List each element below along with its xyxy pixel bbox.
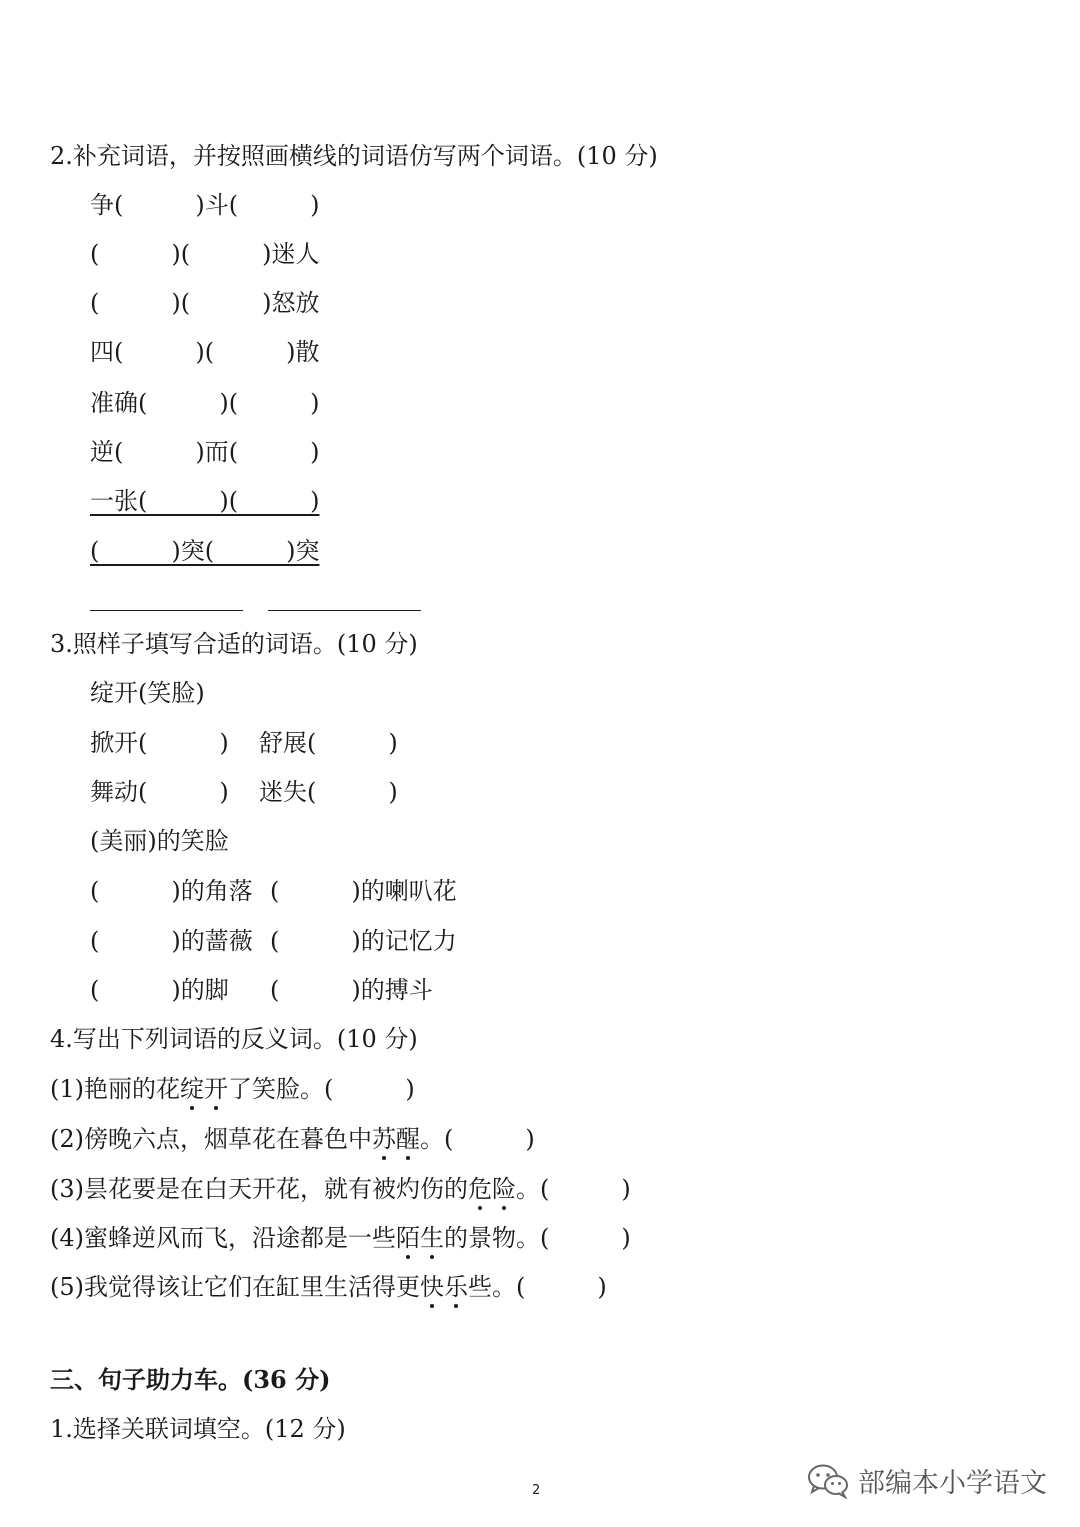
emphasis-dot-char: 醒 bbox=[396, 1125, 420, 1153]
q3-example-1: 绽开(笑脸) bbox=[90, 679, 205, 707]
wechat-icon bbox=[806, 1461, 850, 1499]
q3-row4-left: ( )的蔷薇 bbox=[90, 927, 253, 955]
q4-s3-target-word bbox=[468, 1175, 516, 1203]
q4-sentence-2 bbox=[50, 1124, 535, 1154]
q4-s3-pre: (3)昙花要是在白天开花，就有被灼伤的 bbox=[50, 1175, 468, 1203]
q4-s5-target-word bbox=[420, 1273, 468, 1301]
q4-s4-post: 的景物。( ) bbox=[444, 1224, 631, 1252]
q2-underlined-item-1: 一张( )( ) bbox=[90, 487, 320, 515]
q2-underlined-item-2: ( )突( )突 bbox=[90, 537, 320, 565]
q3-example-2: (美丽)的笑脸 bbox=[90, 827, 229, 855]
q2-item-2: ( )( )迷人 bbox=[90, 240, 320, 268]
q3-row2-right: 迷失( ) bbox=[259, 778, 398, 806]
q3-row1-left: 掀开( ) bbox=[90, 729, 229, 757]
q2-title: 2.补充词语，并按照画横线的词语仿写两个词语。(10 分) bbox=[50, 142, 658, 170]
q3-title: 3.照样子填写合适的词语。(10 分) bbox=[50, 630, 418, 658]
q3-row3-left: ( )的角落 bbox=[90, 877, 253, 905]
q3-row4-right: ( )的记忆力 bbox=[270, 927, 457, 955]
q2-item-6: 逆( )而( ) bbox=[90, 438, 320, 466]
q4-sentence-5 bbox=[50, 1272, 607, 1302]
q4-sentence-4 bbox=[50, 1223, 631, 1253]
section-3-q1: 1.选择关联词填空。(12 分) bbox=[50, 1415, 346, 1443]
emphasis-dot-char: 陌 bbox=[396, 1224, 420, 1252]
q4-s4-pre: (4)蜜蜂逆风而飞，沿途都是一些 bbox=[50, 1224, 396, 1252]
q4-sentence-1 bbox=[50, 1074, 415, 1104]
emphasis-dot-char: 快 bbox=[420, 1273, 444, 1301]
emphasis-dot-char: 乐 bbox=[444, 1273, 468, 1301]
q3-row3-right: ( )的喇叭花 bbox=[270, 877, 457, 905]
page-number: 2 bbox=[532, 1483, 541, 1498]
q4-s3-post: 。( ) bbox=[516, 1175, 631, 1203]
q4-s5-pre: (5)我觉得该让它们在缸里生活得更 bbox=[50, 1273, 420, 1301]
answer-blank-1[interactable] bbox=[90, 610, 243, 611]
q4-s5-post: 些。( ) bbox=[468, 1273, 607, 1301]
emphasis-dot-char: 开 bbox=[204, 1075, 228, 1103]
q4-s4-target-word bbox=[396, 1224, 444, 1252]
emphasis-dot-char: 险 bbox=[492, 1175, 516, 1203]
emphasis-dot-char: 生 bbox=[420, 1224, 444, 1252]
q3-row5-right: ( )的搏斗 bbox=[270, 976, 433, 1004]
q4-sentence-3 bbox=[50, 1174, 631, 1204]
q3-row2-left: 舞动( ) bbox=[90, 778, 229, 806]
q2-item-1: 争( )斗( ) bbox=[90, 191, 320, 219]
answer-blank-2[interactable] bbox=[268, 610, 421, 611]
watermark bbox=[806, 1458, 1047, 1502]
q4-s1-target-word bbox=[180, 1075, 228, 1103]
q2-item-5: 准确( )( ) bbox=[90, 389, 320, 417]
q3-row5-left: ( )的脚 bbox=[90, 976, 229, 1004]
emphasis-dot-char: 苏 bbox=[372, 1125, 396, 1153]
q4-s2-post: 。( ) bbox=[420, 1125, 535, 1153]
emphasis-dot-char: 危 bbox=[468, 1175, 492, 1203]
q4-s1-pre: (1)艳丽的花 bbox=[50, 1075, 180, 1103]
q4-s2-target-word bbox=[372, 1125, 420, 1153]
q3-row1-right: 舒展( ) bbox=[259, 729, 398, 757]
q2-item-4: 四( )( )散 bbox=[90, 338, 320, 366]
q4-title: 4.写出下列词语的反义词。(10 分) bbox=[50, 1025, 418, 1053]
q4-s2-pre: (2)傍晚六点，烟草花在暮色中 bbox=[50, 1125, 372, 1153]
q4-s1-post: 了笑脸。( ) bbox=[228, 1075, 415, 1103]
watermark-text: 部编本小学语文 bbox=[858, 1467, 1047, 1499]
q2-item-3: ( )( )怒放 bbox=[90, 289, 320, 317]
emphasis-dot-char: 绽 bbox=[180, 1075, 204, 1103]
section-3-title: 三、句子助力车。(36 分) bbox=[50, 1365, 331, 1394]
